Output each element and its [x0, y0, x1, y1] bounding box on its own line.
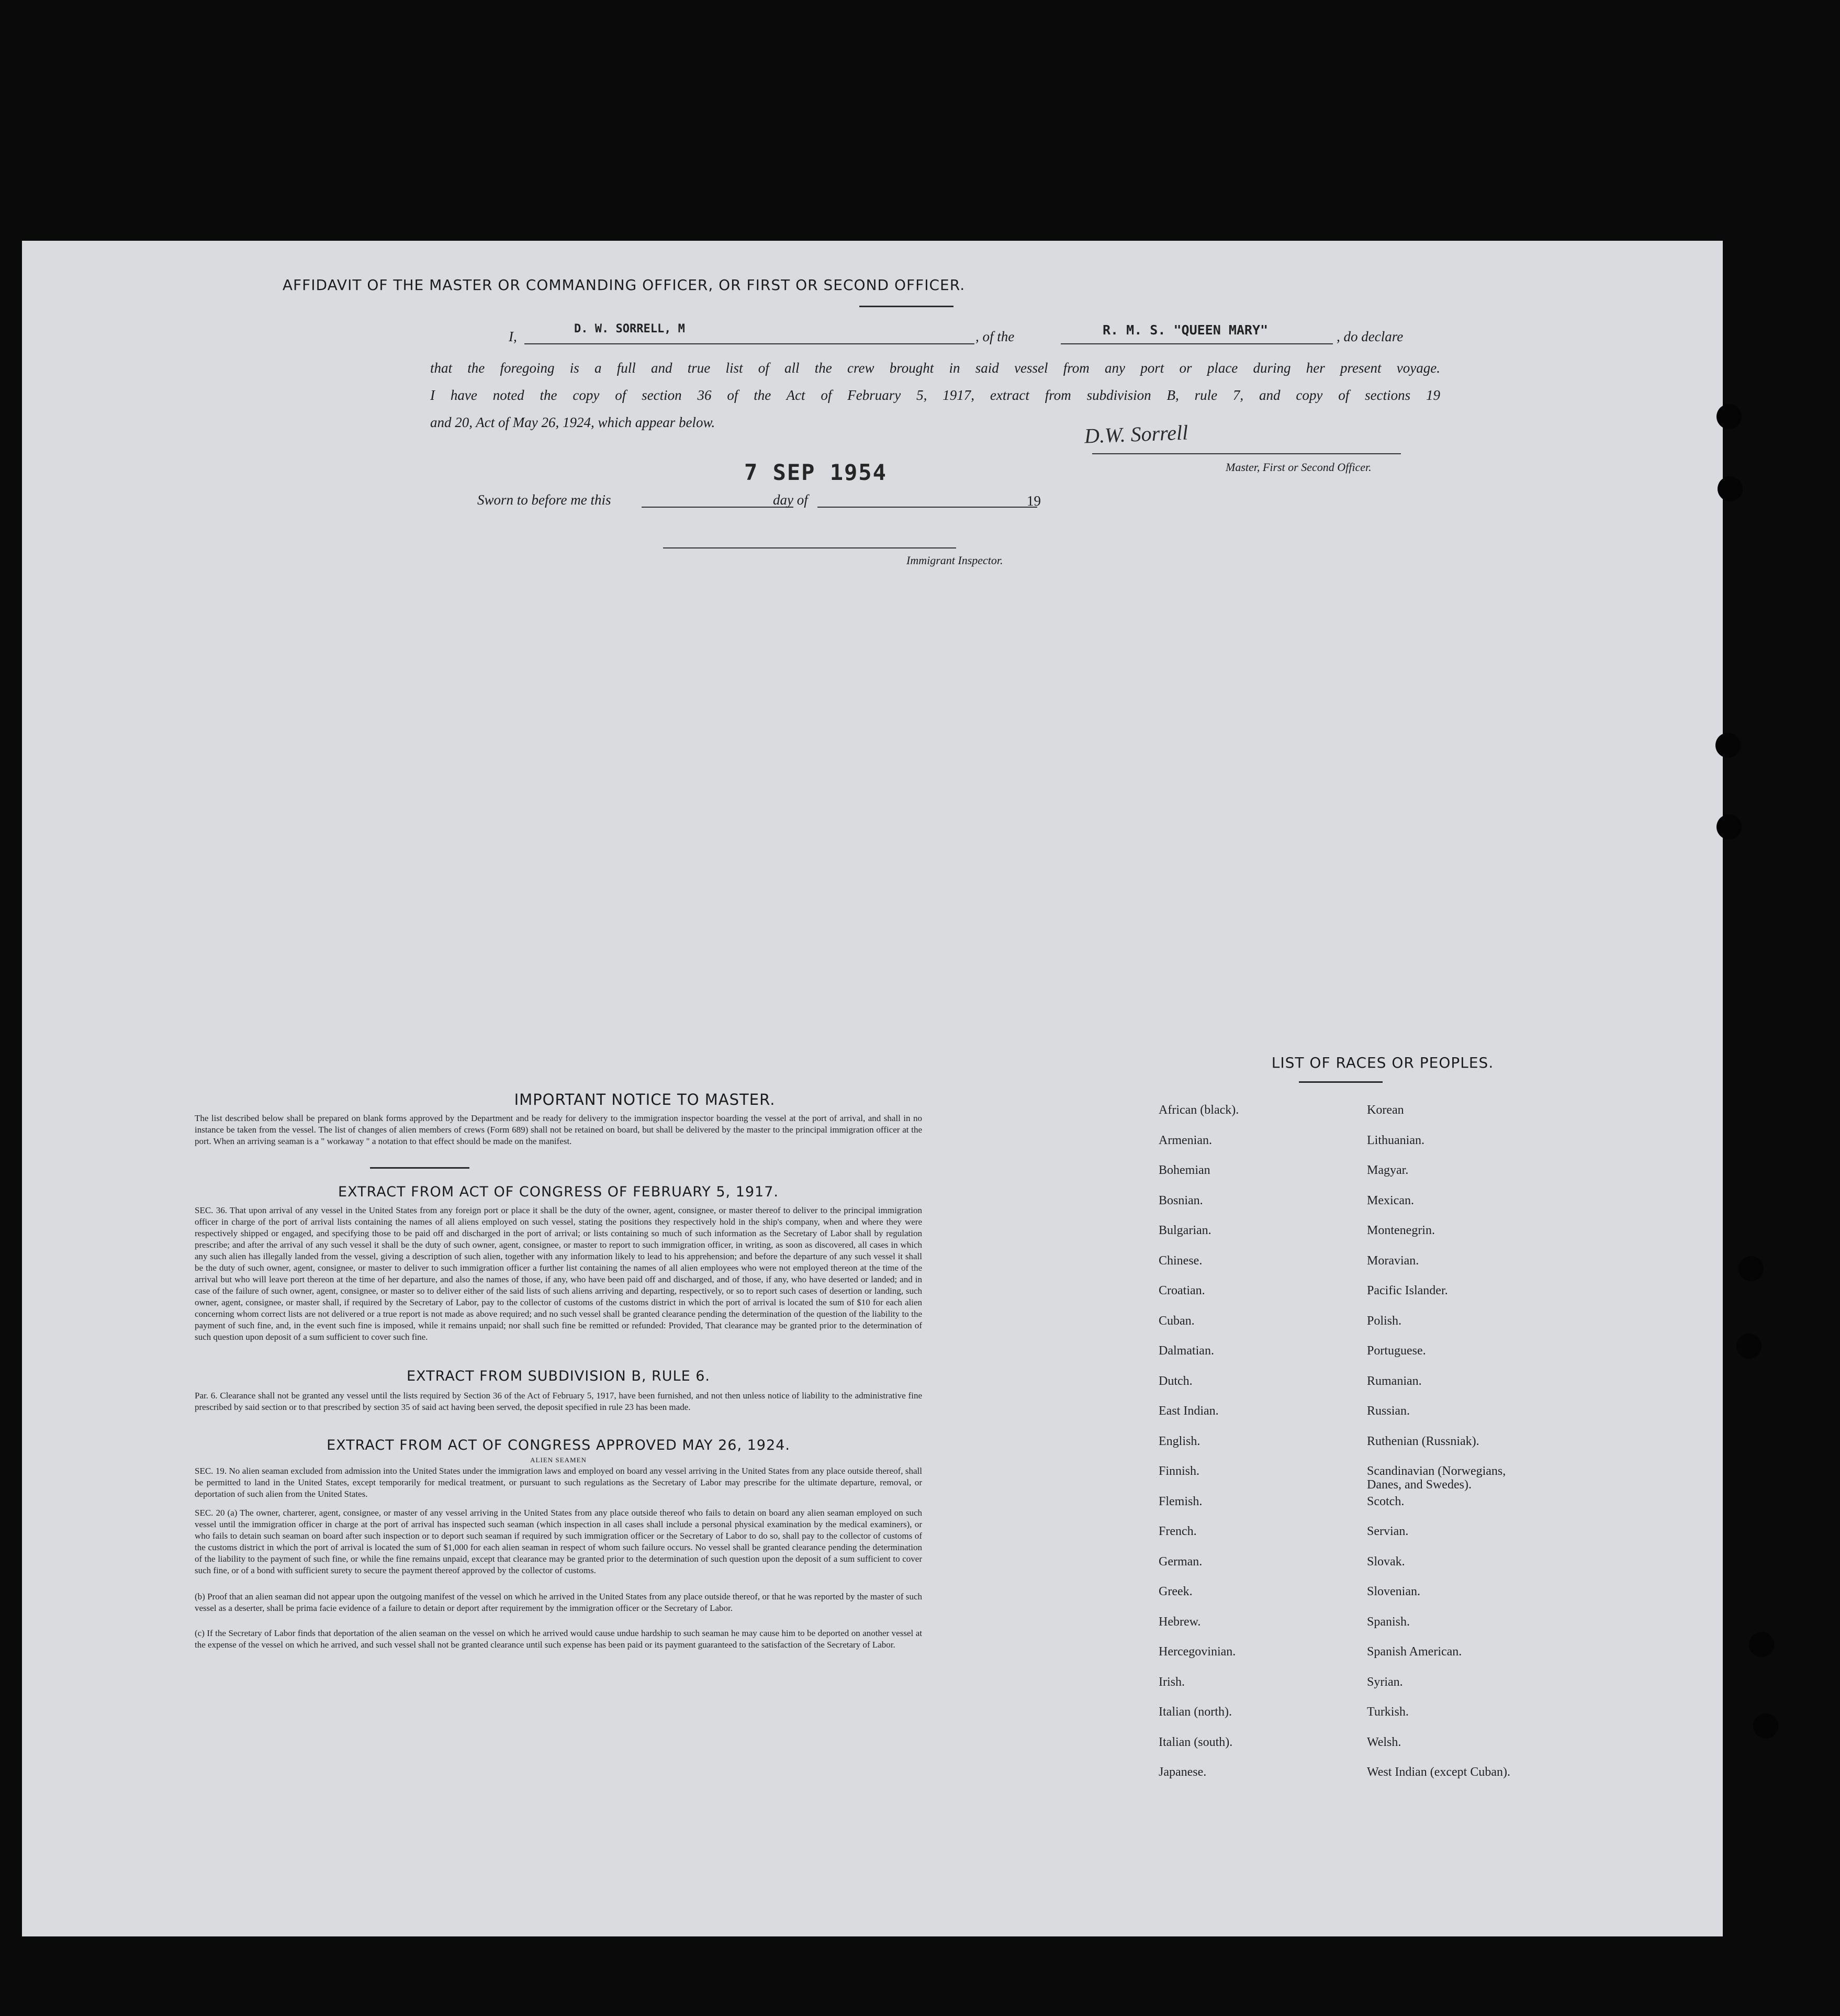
do-declare-label: , do declare: [1337, 329, 1404, 344]
race-item: Finnish.: [1159, 1464, 1200, 1478]
extract-rule6-body: Par. 6. Clearance shall not be granted any vessel until the lists required by Section 36 of the Act of February 5, 1917, have been furnished, and not then unless notice of liability to the administrative fine prescribed by said section or to that prescribed by section 35 of said act having been served, the deposit specified in rule 23 has been made.: [195, 1391, 922, 1412]
master-label: Master, First or Second Officer.: [1226, 461, 1372, 474]
inspector-label: Immigrant Inspector.: [906, 554, 1003, 567]
sworn-label: Sworn to before me this: [477, 492, 611, 508]
inspector-signature-blank: [663, 547, 956, 548]
day-of-label: day of: [773, 492, 808, 508]
vessel-name-typed: R. M. S. "QUEEN MARY": [1103, 322, 1269, 338]
races-title: LIST OF RACES OR PEOPLES.: [1271, 1054, 1494, 1071]
race-item: Russian.: [1367, 1404, 1410, 1418]
race-item: Hercegovinian.: [1159, 1645, 1236, 1659]
punch-hole: [1718, 476, 1743, 501]
master-signature: D.W. Sorrell: [1084, 420, 1188, 448]
punch-hole: [1749, 1632, 1774, 1657]
race-item: Servian.: [1367, 1525, 1409, 1538]
signature-blank: [1092, 453, 1401, 454]
race-item: Turkish.: [1367, 1705, 1409, 1719]
punch-hole: [1753, 1713, 1778, 1739]
race-item: African (black).: [1159, 1103, 1239, 1117]
officer-name-typed: D. W. SORRELL, M: [574, 322, 685, 335]
section-20b-body: (b) Proof that an alien seaman did not appear upon the outgoing manifest of the vessel on which he arrived in the United States from any place outside thereof, or that he was reported by the master of such vessel as a deserter, shall be prima facie evidence of a failure to detain or deport after requirement by the immigration officer or the Secretary of Labor.: [195, 1592, 922, 1613]
race-item: Rumanian.: [1367, 1374, 1422, 1388]
race-item: Italian (north).: [1159, 1705, 1232, 1719]
extract-1917-title: EXTRACT FROM ACT OF CONGRESS OF FEBRUARY 5, 1917.: [338, 1184, 779, 1200]
section-19-body: SEC. 19. No alien seaman excluded from admission into the United States under the immigration laws and employed on board any vessel arriving in the United States from any place outside thereof, shall be permitted to land in the United States, except temporarily for medical treatment, or pursuant to such regulations as the Secretary of Labor may prescribe for the ultimate departure, removal, or deportation of such alien from the United States.: [195, 1466, 922, 1499]
race-item: Mexican.: [1367, 1193, 1414, 1207]
officer-name-blank: [524, 343, 974, 344]
race-item: Flemish.: [1159, 1494, 1203, 1508]
race-item: Montenegrin.: [1367, 1224, 1435, 1237]
race-item: Dutch.: [1159, 1374, 1193, 1388]
race-item: West Indian (except Cuban).: [1367, 1765, 1510, 1779]
race-item: Portuguese.: [1367, 1344, 1426, 1358]
document-page: [22, 241, 1723, 1936]
title-rule: [859, 306, 953, 307]
i-label: I,: [509, 329, 517, 344]
race-item: East Indian.: [1159, 1404, 1219, 1418]
punch-hole: [1716, 404, 1742, 429]
extract-1917-body: SEC. 36. That upon arrival of any vessel in the United States from any foreign port or place it shall be the duty of the owner, agent, consignee, or master thereof to deliver to the principal immigration officer in charge of the port of arrival lists containing the names of all aliens employed on such vessel, stating the positions they respectively hold in the ship's company, when and where they were respectively shipped or engaged, and specifying those to be paid off and discharged in the port of arrival; or lists containing so much of such information as the Secretary of Labor shall by regulation prescribe; and after the arrival of any such vessel it shall be the duty of such owner, agent, consignee, or master to report to such immigration officer, in writing, as soon as discovered, all cases in which any such alien has illegally landed from the vessel, giving a description of such alien, together with any information likely to lead to his apprehension; and before the departure of any such vessel it shall be the duty of such owner, agent, consignee, or master to deliver to such immigration officer a further list containing the names of all alien employees who were not employed thereon at the time of the arrival but who will leave port thereon at the time of her departure, and also the names of those, if any, who have been paid off and discharged, and of those, if any, who have deserted or landed; and in case of the failure of such owner, agent, consignee, or master so to deliver either of the said lists of such aliens arriving and departing, respectively, or so to report such cases of desertion or landing, such owner, agent, consignee, or master shall, if required by the Secretary of Labor, pay to the collector of customs of the customs district in which the port of arrival is located the sum of $10 for each alien concerning whom correct lists are not delivered or a true report is not made as above required; and no such vessel shall be granted clearance pending the determination of the question of the liability to the payment of such fine, and, in the event such fine is imposed, while it remains unpaid; nor shall such fine be remitted or refunded: Provided, That clearance may be granted prior to the determination of such question upon deposit of a sum sufficient to cover such fine.: [195, 1205, 922, 1342]
section-20c-body: (c) If the Secretary of Labor finds that deportation of the alien seaman on the vessel on which he arrived would cause undue hardship to such seaman he may cause him to be deported on another vessel at the expense of the vessel on which he arrived, and such vessel shall not be granted clearance until such expense has been paid or its payment guaranteed to the satisfaction of the Secretary of Labor.: [195, 1628, 922, 1650]
race-item: Scandinavian (Norwegians, Danes, and Swedes).: [1367, 1464, 1506, 1492]
date-stamp: 7 SEP 1954: [744, 460, 887, 485]
race-item: Bulgarian.: [1159, 1224, 1211, 1237]
race-item: Dalmatian.: [1159, 1344, 1214, 1358]
race-item: Korean: [1367, 1103, 1404, 1117]
extract-1924-title: EXTRACT FROM ACT OF CONGRESS APPROVED MAY 26, 1924.: [327, 1437, 790, 1453]
race-item: Spanish.: [1367, 1615, 1410, 1629]
race-item: Italian (south).: [1159, 1735, 1233, 1749]
affidavit-line-3: and 20, Act of May 26, 1924, which appear below.: [430, 415, 715, 430]
race-item: Slovak.: [1367, 1554, 1405, 1569]
sworn-day-blank: [642, 507, 793, 508]
race-item: Japanese.: [1159, 1765, 1207, 1779]
race-item: Spanish American.: [1367, 1645, 1462, 1659]
race-item: Welsh.: [1367, 1735, 1401, 1749]
notice-title: IMPORTANT NOTICE TO MASTER.: [514, 1091, 776, 1108]
notice-rule: [370, 1167, 469, 1169]
race-item: English.: [1159, 1434, 1201, 1448]
race-item: Bohemian: [1159, 1163, 1210, 1177]
affidavit-line-2: I have noted the copy of section 36 of the Act of February 5, 1917, extract from subdivision B, rule 7, and copy of sections 19: [430, 387, 1440, 403]
race-item: Lithuanian.: [1367, 1133, 1424, 1147]
race-item: Croatian.: [1159, 1284, 1205, 1297]
race-item: Polish.: [1367, 1314, 1402, 1328]
of-the-label: , of the: [975, 329, 1015, 344]
race-item: French.: [1159, 1525, 1197, 1538]
section-20a-body: SEC. 20 (a) The owner, charterer, agent, consignee, or master of any vessel arriving in the United States from any place outside thereof who fails to detain on board any alien seaman employed on such vessel until the immigration officer in charge at the port of arrival has inspected such seaman (which inspection in all cases shall include a personal physical examination by the medical examiners), or who fails to detain such seaman on board after such inspection or to deport such seaman if required by such immigration officer or the Secretary of Labor to do so, shall pay to the collector of customs of the customs district in which the port of arrival is located the sum of $1,000 for each alien seaman in respect of whom such failure occurs. No vessel shall be granted clearance pending the determination of the liability to the payment of such fine, or while the fine remains unpaid, except that clearance may be granted prior to the determination of such question upon the deposit of a sum sufficient to cover such fine, or of a bond with sufficient surety to secure the payment thereof approved by the collector of customs.: [195, 1508, 922, 1575]
vessel-blank: [1061, 343, 1333, 344]
notice-body: The list described below shall be prepared on blank forms approved by the Department and be ready for delivery to the immigration inspector boarding the vessel at the port of arrival, and shall in no instance be taken from the vessel. The list of changes of alien members of crews (Form 689) shall not be retained on board, but shall be delivered by the master to the principal immigration officer at the port. When an arriving seaman is a " workaway " a notation to that effect should be made on the manifest.: [195, 1113, 922, 1146]
race-item: Chinese.: [1159, 1253, 1203, 1268]
extract-rule6-title: EXTRACT FROM SUBDIVISION B, RULE 6.: [407, 1368, 710, 1384]
race-item: Scotch.: [1367, 1494, 1405, 1508]
punch-hole: [1738, 1256, 1764, 1281]
punch-hole: [1715, 733, 1741, 758]
sworn-month-blank: [817, 507, 1037, 508]
alien-seamen-subtitle: ALIEN SEAMEN: [530, 1456, 587, 1464]
race-item: Magyar.: [1367, 1163, 1409, 1177]
race-item: Hebrew.: [1159, 1615, 1201, 1629]
race-item: Bosnian.: [1159, 1193, 1203, 1207]
race-item: Greek.: [1159, 1585, 1193, 1598]
affidavit-title: AFFIDAVIT OF THE MASTER OR COMMANDING OFFICER, OR FIRST OR SECOND OFFICER.: [282, 276, 966, 294]
race-item: Pacific Islander.: [1367, 1284, 1448, 1297]
race-item: German.: [1159, 1554, 1203, 1569]
race-item: Irish.: [1159, 1675, 1185, 1689]
race-item: Cuban.: [1159, 1314, 1195, 1328]
punch-hole: [1736, 1334, 1762, 1359]
affidavit-line-1: that the foregoing is a full and true list of all the crew brought in said vessel from any port or place during her present voyage.: [430, 360, 1440, 376]
races-rule: [1299, 1081, 1383, 1083]
race-item: Slovenian.: [1367, 1585, 1420, 1598]
race-item: Armenian.: [1159, 1133, 1212, 1147]
race-item: Moravian.: [1367, 1253, 1419, 1268]
punch-hole: [1716, 814, 1742, 839]
race-item: Ruthenian (Russniak).: [1367, 1434, 1479, 1448]
race-item: Syrian.: [1367, 1675, 1403, 1689]
year-label: 19: [1027, 493, 1041, 509]
